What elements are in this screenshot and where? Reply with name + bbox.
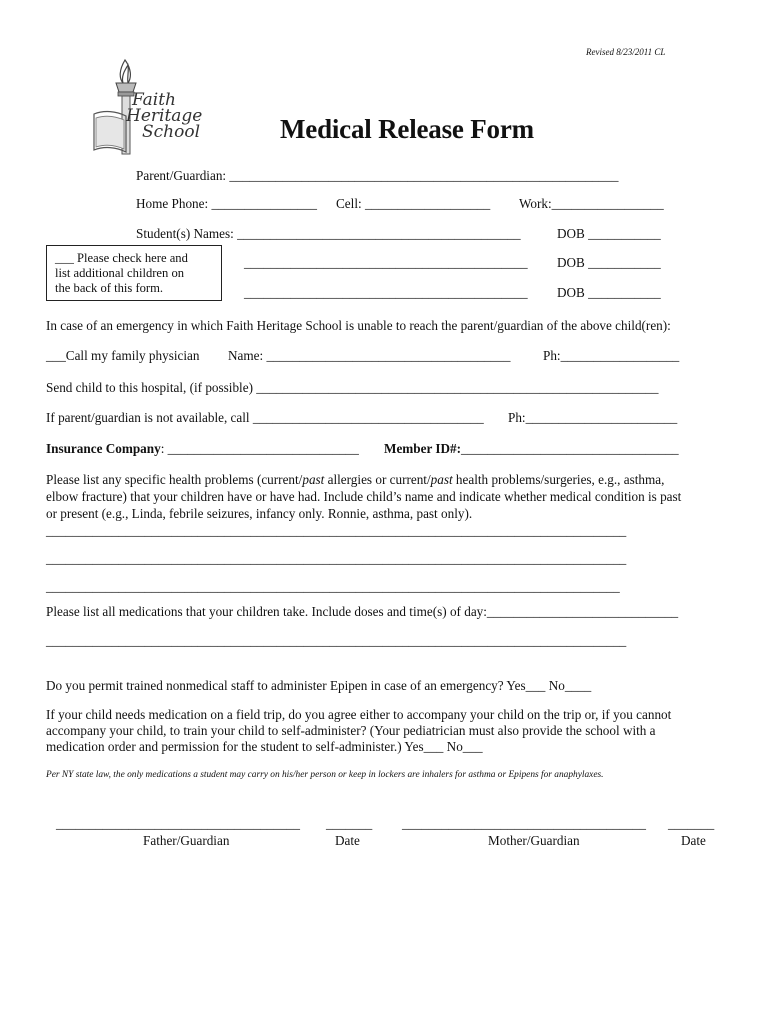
note-line-3: the back of this form. xyxy=(55,281,164,295)
parent-guardian-field[interactable]: Parent/Guardian: ___________________________________________________________ xyxy=(136,168,619,183)
health-problems-blank-2[interactable]: ________________________________________________________________________________________ xyxy=(46,551,627,566)
alternate-contact-phone-field[interactable]: Ph:_______________________ xyxy=(508,410,678,425)
emergency-intro: In case of an emergency in which Faith Heritage School is unable to reach the parent/guardian of the above child(ren): xyxy=(46,318,671,333)
mother-signature-line[interactable]: _____________________________________ xyxy=(402,816,646,831)
student-name-field-3[interactable]: ___________________________________________ xyxy=(244,285,528,300)
page-title: Medical Release Form xyxy=(280,114,534,144)
father-signature-label: Father/Guardian xyxy=(143,833,230,848)
health-problems-blank-1[interactable]: ________________________________________________________________________________________ xyxy=(46,523,627,538)
additional-children-note xyxy=(46,245,222,301)
member-id-label: Member ID#: xyxy=(384,441,462,456)
logo-line-faith: Faith xyxy=(132,90,176,110)
health-problems-prompt-line-1: Please list any specific health problems (current/past allergies or current/past health problems/surgeries, e.g., asthma, xyxy=(46,472,665,487)
father-signature-line[interactable]: _____________________________________ xyxy=(56,816,300,831)
work-phone-field[interactable]: Work:_________________ xyxy=(519,196,664,211)
physician-phone-field[interactable]: Ph:__________________ xyxy=(543,348,680,363)
school-logo xyxy=(92,56,202,160)
student-name-field-2[interactable]: ___________________________________________ xyxy=(244,255,528,270)
mother-signature-label: Mother/Guardian xyxy=(488,833,580,848)
logo-line-school: School xyxy=(142,122,201,142)
medications-blank[interactable]: ________________________________________________________________________________________ xyxy=(46,633,627,648)
epipen-question[interactable]: Do you permit trained nonmedical staff to administer Epipen in case of an emergency? Yes___ No____ xyxy=(46,678,592,693)
member-id-field[interactable] xyxy=(384,441,679,457)
health-problems-prompt-line-2: elbow fracture) that your children have or have had. Include child’s name and indicate whether medical condition is past xyxy=(46,489,682,504)
field-trip-line-2: accompany your child, to train your child to self-administer? (Your pediatrician must also provide the school with a xyxy=(46,723,656,738)
insurance-company-blank: : _____________________________ xyxy=(160,441,359,456)
field-trip-line-1: If your child needs medication on a field trip, do you agree either to accompany your child on the trip or, if you cannot xyxy=(46,707,672,722)
father-date-line[interactable]: _______ xyxy=(326,816,373,831)
physician-name-field[interactable]: Name: _____________________________________ xyxy=(228,348,511,363)
home-phone-field[interactable]: Home Phone: ________________ xyxy=(136,196,317,211)
cell-phone-field[interactable]: Cell: ___________________ xyxy=(336,196,491,211)
hospital-field[interactable]: Send child to this hospital, (if possible) _____________________________________________________________ xyxy=(46,380,659,395)
health-problems-blank-3[interactable]: _______________________________________________________________________________________ xyxy=(46,579,620,594)
dob-field-1[interactable]: DOB ___________ xyxy=(557,226,661,241)
insurance-company-field[interactable] xyxy=(46,441,359,457)
student-name-field-1[interactable]: Student(s) Names: ___________________________________________ xyxy=(136,226,521,241)
note-line-1: ___ Please check here and xyxy=(55,251,188,265)
dob-field-2[interactable]: DOB ___________ xyxy=(557,255,661,270)
ny-law-note: Per NY state law, the only medications a student may carry on his/her person or keep in lockers are inhalers for asthma or Epipens for anaphylaxes. xyxy=(46,770,604,780)
alternate-contact-field[interactable]: If parent/guardian is not available, call ___________________________________ xyxy=(46,410,484,425)
call-physician-checkbox[interactable]: ___Call my family physician xyxy=(46,348,200,363)
member-id-blank: _________________________________ xyxy=(461,441,679,456)
revision-note: Revised 8/23/2011 CL xyxy=(586,47,666,57)
father-date-label: Date xyxy=(335,833,360,848)
insurance-company-label: Insurance Company xyxy=(46,441,161,456)
medications-prompt[interactable]: Please list all medications that your children take. Include doses and time(s) of day:_____________________________ xyxy=(46,604,679,619)
health-problems-prompt-line-3: or present (e.g., Linda, febrile seizures, infancy only. Ronnie, asthma, past only). xyxy=(46,506,473,521)
mother-date-line[interactable]: _______ xyxy=(668,816,715,831)
field-trip-line-3[interactable]: medication order and permission for the student to self-administer.) Yes___ No___ xyxy=(46,739,483,754)
dob-field-3[interactable]: DOB ___________ xyxy=(557,285,661,300)
logo-line-heritage: Heritage xyxy=(126,106,203,126)
mother-date-label: Date xyxy=(681,833,706,848)
note-line-2: list additional children on xyxy=(55,266,185,280)
